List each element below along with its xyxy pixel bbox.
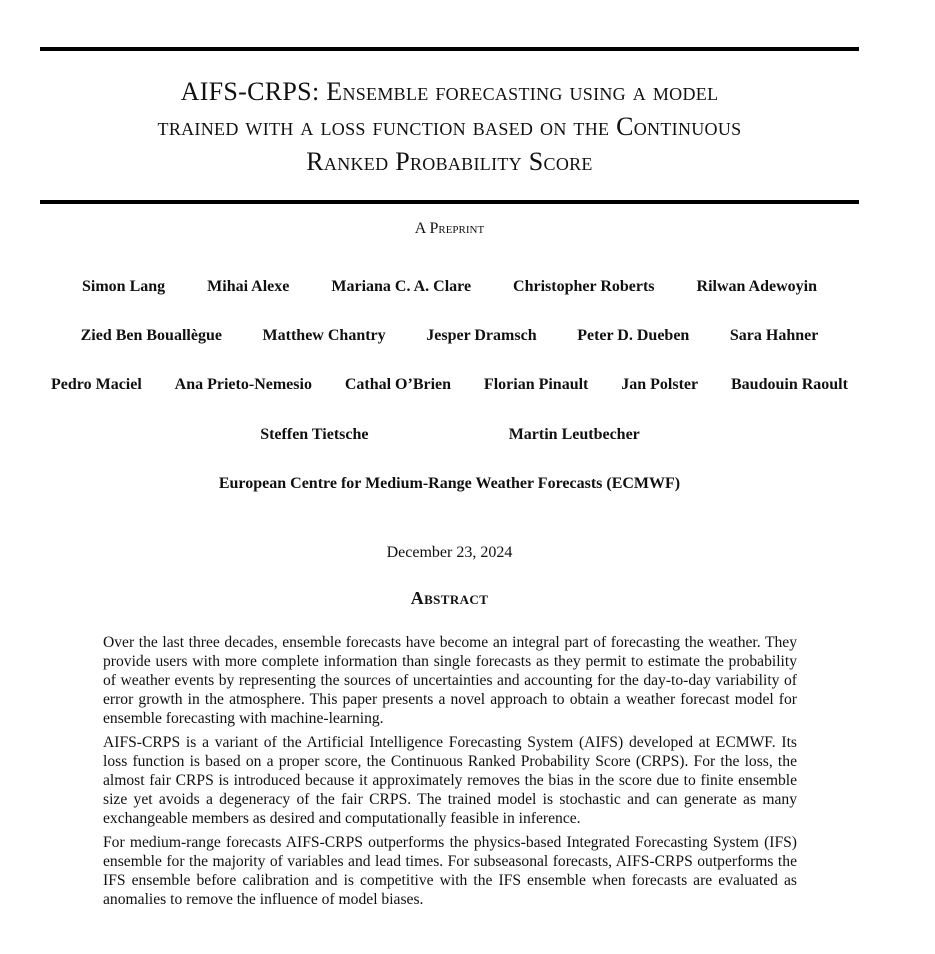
author-name: Jan Polster — [621, 376, 699, 393]
author-name: Florian Pinault — [483, 376, 589, 393]
title-line-3: Ranked Probability Score — [306, 147, 593, 176]
author-row-1 — [40, 278, 859, 296]
author-name: Baudouin Raoult — [731, 376, 848, 393]
author-row-3 — [51, 376, 848, 394]
abstract-body — [103, 633, 797, 914]
author-name: Jesper Dramsch — [426, 327, 537, 344]
paper-title — [40, 74, 859, 179]
abstract-paragraph: AIFS-CRPS is a variant of the Artificial Intelligence Forecasting System (AIFS) developed at ECMWF. Its loss function is based on a proper score, the Continuous Ranked Probability Score (CRPS). For the loss, the almost fair CRPS is introduced because it approximately removes the bias in the score due to finite ensemble size yet avoids a degeneracy of the fair CRPS. The trained model is stochastic and can generate as many exchangeable members as desired and computationally feasible in inference. — [103, 734, 797, 827]
abstract-paragraph: For medium-range forecasts AIFS-CRPS outperforms the physics-based Integrated Forecasting System (IFS) ensemble for the majority of variables and lead times. For subseasonal forecasts, AIFS-CRPS outperforms the IFS ensemble before calibration and is competitive with the IFS ensemble when forecasts are evaluated as anomalies to remove the influence of model biases. — [103, 834, 797, 908]
author-name: Cathal O’Brien — [344, 376, 452, 393]
publication-date: December 23, 2024 — [386, 544, 513, 561]
author-name: Mihai Alexe — [207, 278, 290, 295]
author-name: Ana Prieto-Nemesio — [174, 376, 312, 393]
author-name: Mariana C. A. Clare — [331, 278, 472, 295]
author-name: Pedro Maciel — [51, 376, 142, 393]
author-name: Simon Lang — [82, 278, 166, 295]
abstract-heading: Abstract — [410, 588, 489, 608]
author-row-4 — [120, 426, 780, 444]
abstract-paragraph: Over the last three decades, ensemble forecasts have become an integral part of forecasting the weather. They provide users with more complete information than single forecasts as they permit to estimate the probability of weather events by representing the sources of uncertainties and accounting for the day-to-day variability of error growth in the atmosphere. This paper presents a novel approach to obtain a weather forecast model for ensemble forecasting with machine-learning. — [103, 634, 797, 727]
author-name: Zied Ben Bouallègue — [80, 327, 222, 344]
affiliation: European Centre for Medium-Range Weather Forecasts (ECMWF) — [218, 475, 681, 492]
author-row-2 — [40, 327, 859, 345]
author-name: Martin Leutbecher — [508, 426, 640, 443]
author-name: Rilwan Adewoyin — [696, 278, 817, 295]
preprint-label: A Preprint — [414, 220, 485, 237]
title-line-1: AIFS-CRPS: Ensemble forecasting using a model — [180, 77, 719, 106]
author-name: Steffen Tietsche — [260, 426, 369, 443]
title-bottom-rule — [40, 200, 859, 204]
author-name: Christopher Roberts — [513, 278, 655, 295]
author-name: Matthew Chantry — [262, 327, 386, 344]
author-name: Sara Hahner — [729, 327, 819, 344]
author-name: Peter D. Dueben — [577, 327, 690, 344]
title-line-2: trained with a loss function based on the Continuous — [157, 112, 742, 141]
title-top-rule — [40, 47, 859, 51]
